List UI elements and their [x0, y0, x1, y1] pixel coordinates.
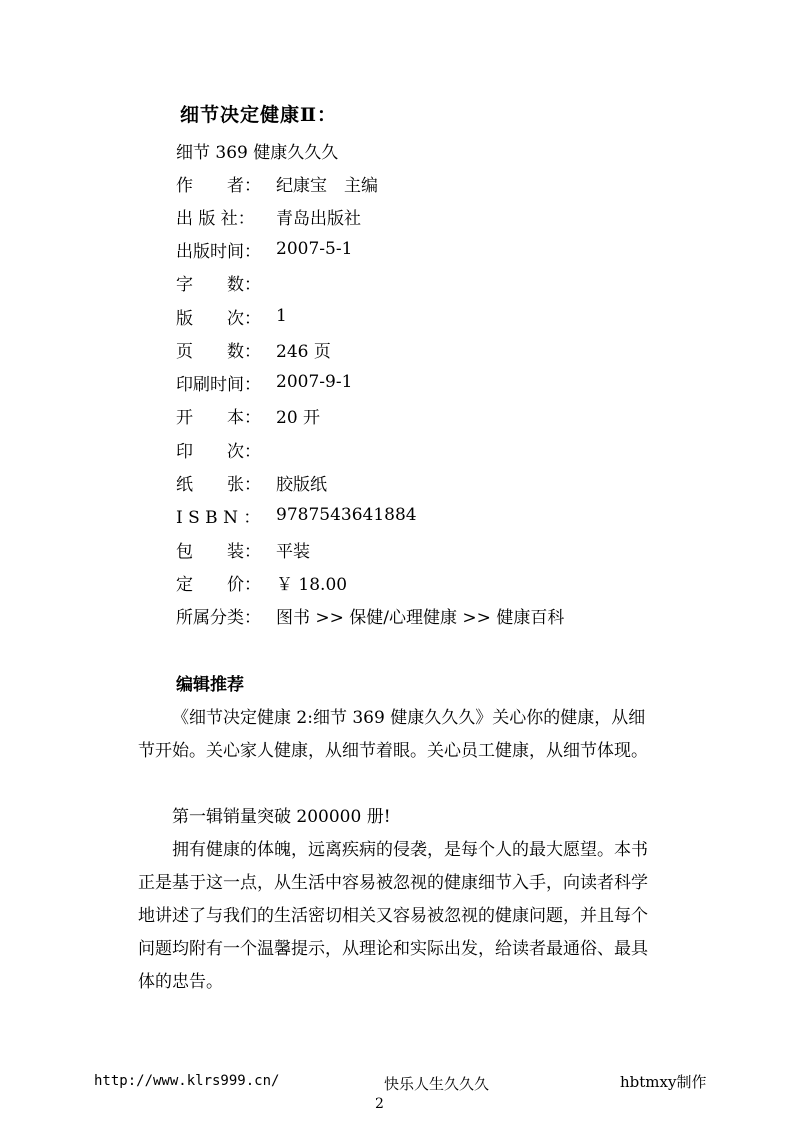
field-impression	[176, 437, 276, 461]
field-word-count	[176, 270, 276, 294]
field-label: 开 本：	[176, 407, 261, 428]
footer-center-text: 快乐人生久久久	[384, 1075, 490, 1093]
field-format	[176, 403, 320, 427]
field-price	[176, 570, 347, 594]
field-value: 青岛出版社	[276, 208, 361, 229]
field-edition	[176, 304, 287, 328]
field-label: 字 数：	[176, 274, 261, 295]
field-label: 印 次：	[176, 441, 261, 462]
field-label: 所属分类：	[176, 607, 261, 628]
field-value: 2007-5-1	[276, 239, 353, 259]
field-value: 246 页	[276, 341, 331, 362]
recommend-paragraph: 拥有健康的体魄，远离疾病的侵袭，是每个人的最大愿望。本书正是基于这一点，从生活中容易被忽视的健康细节入手，向读者科学地讲述了与我们的生活密切相关又容易被忽视的健康问题，并且每个问题均附有一个温馨提示，从理论和实际出发，给读者最通俗、最具体的忠告。	[138, 840, 648, 992]
field-label: 版 次：	[176, 308, 261, 329]
field-value: 纪康宝 主编	[276, 175, 378, 196]
field-label: 出 版 社：	[176, 208, 255, 229]
page-number: 2	[375, 1096, 384, 1112]
book-title: 细节决定健康Ⅱ：	[180, 104, 338, 126]
field-publisher	[176, 204, 361, 228]
recommend-paragraph: 《细节决定健康 2:细节 369 健康久久久》关心你的健康，从细节开始。关心家人健康，从细节着眼。关心员工健康，从细节体现。	[138, 708, 648, 761]
field-label: 页 数：	[176, 341, 261, 362]
book-subtitle: 细节 369 健康久久久	[176, 143, 339, 163]
field-label: 纸 张：	[176, 474, 261, 495]
field-binding	[176, 537, 310, 561]
field-label: 印刷时间：	[176, 374, 261, 395]
footer-credit: hbtmxy制作	[620, 1073, 707, 1091]
field-label: 包 装：	[176, 541, 261, 562]
field-value: 1	[276, 306, 287, 326]
field-label: 定 价：	[176, 574, 261, 595]
field-paper	[176, 470, 327, 494]
field-value: 胶版纸	[276, 474, 327, 495]
field-value: 2007-9-1	[276, 372, 353, 392]
field-publish-date	[176, 237, 352, 261]
field-value: ￥ 18.00	[276, 574, 348, 595]
field-pages	[176, 337, 331, 361]
field-label: 作 者：	[176, 175, 261, 196]
field-category	[176, 603, 564, 627]
recommend-paragraph: 第一辑销量突破 200000 册!	[172, 807, 391, 827]
field-value: 9787543641884	[276, 505, 417, 525]
recommend-heading: 编辑推荐	[176, 675, 244, 695]
field-print-date	[176, 370, 352, 394]
footer-url: http://www.klrs999.cn/	[94, 1073, 280, 1089]
field-value: 平装	[276, 541, 310, 562]
field-isbn	[176, 503, 417, 527]
field-value: 图书 >> 保健/心理健康 >> 健康百科	[276, 607, 565, 628]
field-label: I S B N ：	[176, 507, 261, 528]
field-author	[176, 171, 378, 195]
field-value: 20 开	[276, 407, 321, 428]
field-label: 出版时间：	[176, 241, 261, 262]
